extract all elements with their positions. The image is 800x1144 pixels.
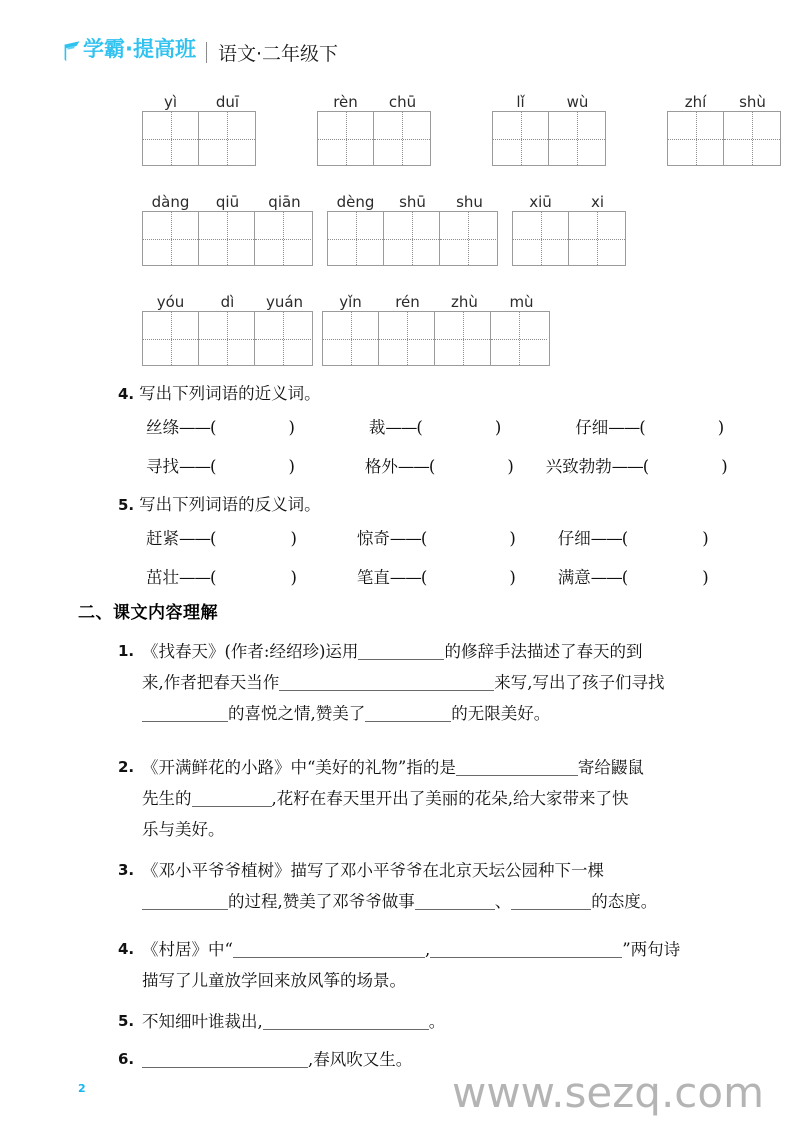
answer-paren-open: ( xyxy=(210,418,217,437)
exercise-4-row-2 xyxy=(146,453,728,477)
question-body xyxy=(142,855,754,917)
question-text: 的过程,赞美了邓爷爷做事 xyxy=(228,892,415,911)
pinyin-word-group xyxy=(142,288,313,366)
tianzige-row xyxy=(512,211,626,266)
exercise-5-number: 5. xyxy=(118,496,135,514)
exercise-5-row-1 xyxy=(146,525,709,549)
word-answer-pair xyxy=(546,453,728,477)
question-text: 的态度。 xyxy=(591,892,658,911)
header-divider xyxy=(206,42,207,63)
word-answer-pair xyxy=(357,564,516,588)
pinyin-word-group xyxy=(317,88,431,166)
answer-paren-open: ( xyxy=(428,457,436,476)
pinyin-word-group xyxy=(492,88,606,166)
question-text: ,花籽在春天里开出了美丽的花朵,给大家带来了快 xyxy=(271,789,629,808)
question-number: 1. xyxy=(118,642,135,660)
exercise-5-title xyxy=(118,491,321,515)
tianzige-cell[interactable] xyxy=(323,312,379,365)
answer-paren-close: ) xyxy=(717,418,725,437)
source-word: 寻找 xyxy=(146,457,179,476)
dash-connector: —— xyxy=(608,418,640,437)
section-heading-2: 二、课文内容理解 xyxy=(78,603,218,623)
pinyin-syllable-row xyxy=(667,88,781,111)
pinyin-syllable-row xyxy=(492,88,606,111)
word-answer-pair xyxy=(146,564,297,588)
fill-in-blank[interactable] xyxy=(142,1050,308,1068)
question-body xyxy=(142,1006,754,1037)
comprehension-question xyxy=(118,1006,754,1037)
question-number: 5. xyxy=(118,1012,135,1030)
comprehension-question xyxy=(118,636,754,729)
question-text: 来,作者把春天当作 xyxy=(142,673,280,692)
word-answer-pair xyxy=(357,525,516,549)
source-word: 丝绦 xyxy=(146,418,179,437)
pinyin-syllable: yì xyxy=(163,93,178,111)
question-number: 2. xyxy=(118,758,135,776)
answer-paren-close: ) xyxy=(494,418,502,437)
comprehension-question xyxy=(118,934,754,996)
exercise-4-prompt: 写出下列词语的近义词。 xyxy=(139,384,321,403)
question-number: 3. xyxy=(118,861,135,879)
pinyin-syllable: dèng xyxy=(336,193,375,211)
question-text: 先生的 xyxy=(142,789,192,808)
pinyin-syllable: xi xyxy=(590,193,605,211)
tianzige-row xyxy=(317,111,431,166)
fill-in-blank[interactable] xyxy=(358,642,444,660)
pinyin-syllable-row xyxy=(142,288,313,311)
tianzige-row xyxy=(667,111,781,166)
pinyin-syllable: zhù xyxy=(451,293,478,311)
tianzige-cell[interactable] xyxy=(513,212,569,265)
answer-paren-open: ( xyxy=(416,418,423,437)
tianzige-cell[interactable] xyxy=(724,112,780,165)
word-answer-pair xyxy=(146,525,297,549)
answer-paren-close: ) xyxy=(509,568,516,587)
graduation-cap-icon xyxy=(62,40,82,62)
source-word: 仔细 xyxy=(557,529,591,548)
pinyin-syllable: shù xyxy=(739,93,766,111)
pinyin-syllable-row xyxy=(142,88,256,111)
page-number: 2 xyxy=(78,1082,86,1095)
fill-in-blank[interactable] xyxy=(142,892,228,910)
question-line xyxy=(142,667,754,698)
tianzige-cell[interactable] xyxy=(318,112,374,165)
question-text: 描写了儿童放学回来放风筝的场景。 xyxy=(142,971,406,990)
dash-connector: —— xyxy=(397,457,429,476)
word-answer-pair xyxy=(575,414,724,438)
question-line xyxy=(142,752,754,783)
question-line xyxy=(142,855,754,886)
fill-in-blank[interactable] xyxy=(511,892,591,910)
pinyin-syllable: shū xyxy=(399,193,426,211)
word-answer-pair xyxy=(558,525,709,549)
pinyin-syllable: rèn xyxy=(333,93,358,111)
pinyin-syllable-row xyxy=(322,288,550,311)
comprehension-question xyxy=(118,752,754,845)
source-word: 裁 xyxy=(368,418,386,437)
question-text: 寄给鼹鼠 xyxy=(577,758,644,777)
fill-in-blank[interactable] xyxy=(263,1012,429,1030)
question-line xyxy=(142,934,754,965)
answer-paren-open: ( xyxy=(639,418,646,437)
tianzige-row xyxy=(492,111,606,166)
question-line xyxy=(142,636,754,667)
subject-label: 语文·二年级下 xyxy=(217,43,339,65)
question-line xyxy=(142,783,754,814)
tianzige-cell[interactable] xyxy=(199,112,255,165)
answer-paren-open: ( xyxy=(420,568,428,587)
answer-paren-open: ( xyxy=(642,457,650,476)
tianzige-cell[interactable] xyxy=(255,312,311,365)
pinyin-syllable: dàng xyxy=(151,193,190,211)
tianzige-row xyxy=(142,211,313,266)
tianzige-cell[interactable] xyxy=(569,212,625,265)
tianzige-cell[interactable] xyxy=(143,212,199,265)
answer-paren-close: ) xyxy=(721,457,728,476)
pinyin-syllable: dì xyxy=(220,293,235,311)
exercise-5-row-2 xyxy=(146,564,709,588)
tianzige-cell[interactable] xyxy=(199,212,255,265)
answer-paren-open: ( xyxy=(210,529,217,548)
dash-connector: —— xyxy=(179,418,210,437)
pinyin-syllable: yǐn xyxy=(339,293,362,311)
pinyin-syllable: qiān xyxy=(268,193,301,211)
tianzige-cell[interactable] xyxy=(668,112,724,165)
pinyin-syllable: shu xyxy=(456,193,483,211)
pinyin-syllable: duī xyxy=(215,93,240,111)
dash-connector: —— xyxy=(389,568,421,587)
pinyin-word-group xyxy=(512,188,626,266)
exercise-4-row-1 xyxy=(146,414,724,438)
tianzige-cell[interactable] xyxy=(255,212,311,265)
question-body xyxy=(142,752,754,845)
dash-connector: —— xyxy=(611,457,643,476)
answer-paren-close: ) xyxy=(290,568,297,587)
exercise-4-title xyxy=(118,380,321,404)
dash-connector: —— xyxy=(385,418,417,437)
question-text: 《邓小平爷爷植树》描写了邓小平爷爷在北京天坛公园种下一棵 xyxy=(142,861,604,880)
question-line xyxy=(142,814,754,845)
dash-connector: —— xyxy=(590,529,622,548)
answer-paren-close: ) xyxy=(702,568,709,587)
source-word: 仔细 xyxy=(575,418,609,437)
question-text: 。 xyxy=(428,1012,446,1031)
fill-in-blank[interactable] xyxy=(279,673,494,691)
pinyin-word-group xyxy=(667,88,781,166)
fill-in-blank[interactable] xyxy=(142,704,228,722)
question-text: 不知细叶谁裁出, xyxy=(142,1012,263,1031)
word-answer-pair xyxy=(369,414,501,438)
source-word: 茁壮 xyxy=(146,568,179,587)
question-line xyxy=(142,965,754,996)
answer-paren-close: ) xyxy=(290,529,297,548)
exercise-5-prompt: 写出下列词语的反义词。 xyxy=(139,495,321,514)
fill-in-blank[interactable] xyxy=(456,758,578,776)
pinyin-syllable-row xyxy=(327,188,498,211)
answer-paren-close: ) xyxy=(507,457,514,476)
tianzige-cell[interactable] xyxy=(374,112,430,165)
pinyin-syllable: qiū xyxy=(215,193,240,211)
source-word: 满意 xyxy=(557,568,591,587)
question-text: 《村居》中“ xyxy=(142,940,233,959)
pinyin-word-group xyxy=(142,188,313,266)
word-answer-pair xyxy=(558,564,709,588)
question-number: 4. xyxy=(118,940,135,958)
word-answer-pair xyxy=(146,414,295,438)
question-text: 的无限美好。 xyxy=(451,704,551,723)
fill-in-blank[interactable] xyxy=(415,892,495,910)
source-word: 笔直 xyxy=(356,568,390,587)
dash-connector: —— xyxy=(179,457,210,476)
tianzige-cell[interactable] xyxy=(435,312,491,365)
question-line xyxy=(142,698,754,729)
brand-name: 学霸·提高班 xyxy=(83,36,196,61)
tianzige-row xyxy=(327,211,498,266)
exercise-4-number: 4. xyxy=(118,385,135,403)
tianzige-cell[interactable] xyxy=(199,312,255,365)
fill-in-blank[interactable] xyxy=(233,940,425,958)
pinyin-syllable-row xyxy=(512,188,626,211)
tianzige-cell[interactable] xyxy=(549,112,605,165)
dash-connector: —— xyxy=(179,529,210,548)
question-text: ”两句诗 xyxy=(622,940,681,959)
site-watermark: www.sezq.com xyxy=(451,1068,764,1117)
pinyin-syllable: chū xyxy=(388,93,417,111)
answer-paren-close: ) xyxy=(509,529,516,548)
pinyin-syllable: rén xyxy=(395,293,420,311)
source-word: 赶紧 xyxy=(146,529,179,548)
answer-paren-open: ( xyxy=(621,568,629,587)
exercise-5 xyxy=(118,491,321,515)
pinyin-word-group xyxy=(142,88,256,166)
word-answer-pair xyxy=(365,453,514,477)
pinyin-syllable-row xyxy=(142,188,313,211)
fill-in-blank[interactable] xyxy=(192,789,272,807)
answer-paren-close: ) xyxy=(288,457,295,476)
question-body xyxy=(142,636,754,729)
question-text: 来写,写出了孩子们寻找 xyxy=(494,673,665,692)
question-line xyxy=(142,1006,754,1037)
question-text: 的修辞手法描述了春天的到 xyxy=(444,642,643,661)
pinyin-syllable: lǐ xyxy=(516,93,525,111)
tianzige-cell[interactable] xyxy=(491,312,547,365)
answer-paren-close: ) xyxy=(702,529,709,548)
answer-paren-open: ( xyxy=(210,568,217,587)
answer-paren-open: ( xyxy=(210,457,217,476)
pinyin-syllable: yuán xyxy=(265,293,304,311)
question-text: 、 xyxy=(494,892,512,911)
dash-connector: —— xyxy=(590,568,622,587)
tianzige-cell[interactable] xyxy=(328,212,384,265)
tianzige-cell[interactable] xyxy=(440,212,496,265)
pinyin-syllable: xiū xyxy=(529,193,552,211)
tianzige-cell[interactable] xyxy=(493,112,549,165)
tianzige-cell[interactable] xyxy=(143,112,199,165)
answer-paren-close: ) xyxy=(288,418,295,437)
question-text: 乐与美好。 xyxy=(142,820,225,839)
pinyin-syllable: mù xyxy=(509,293,534,311)
pinyin-syllable: wù xyxy=(566,93,589,111)
page-header xyxy=(62,38,338,68)
pinyin-word-group xyxy=(327,188,498,266)
tianzige-cell[interactable] xyxy=(379,312,435,365)
brand-logo xyxy=(62,38,196,60)
answer-paren-open: ( xyxy=(621,529,629,548)
word-answer-pair xyxy=(146,453,295,477)
source-word: 兴致勃勃 xyxy=(545,457,612,476)
pinyin-syllable: zhí xyxy=(684,93,707,111)
question-number: 6. xyxy=(118,1050,135,1068)
dash-connector: —— xyxy=(179,568,210,587)
pinyin-word-group xyxy=(322,288,550,366)
source-word: 惊奇 xyxy=(356,529,390,548)
tianzige-row xyxy=(142,111,256,166)
question-line xyxy=(142,886,754,917)
answer-paren-open: ( xyxy=(420,529,428,548)
question-text: 《开满鲜花的小路》中“美好的礼物”指的是 xyxy=(142,758,456,777)
fill-in-blank[interactable] xyxy=(430,940,622,958)
tianzige-cell[interactable] xyxy=(384,212,440,265)
question-text: ,春风吹又生。 xyxy=(308,1050,413,1069)
question-text: , xyxy=(424,940,431,959)
pinyin-syllable-row xyxy=(317,88,431,111)
question-text: 《找春天》(作者:经绍珍)运用 xyxy=(142,642,359,661)
exercise-4 xyxy=(118,380,321,404)
question-text: 的喜悦之情,赞美了 xyxy=(228,704,366,723)
pinyin-syllable: yóu xyxy=(156,293,185,311)
fill-in-blank[interactable] xyxy=(365,704,451,722)
question-body xyxy=(142,934,754,996)
tianzige-row xyxy=(142,311,313,366)
source-word: 格外 xyxy=(364,457,398,476)
dash-connector: —— xyxy=(389,529,421,548)
comprehension-question xyxy=(118,855,754,917)
tianzige-cell[interactable] xyxy=(143,312,199,365)
tianzige-row xyxy=(322,311,550,366)
